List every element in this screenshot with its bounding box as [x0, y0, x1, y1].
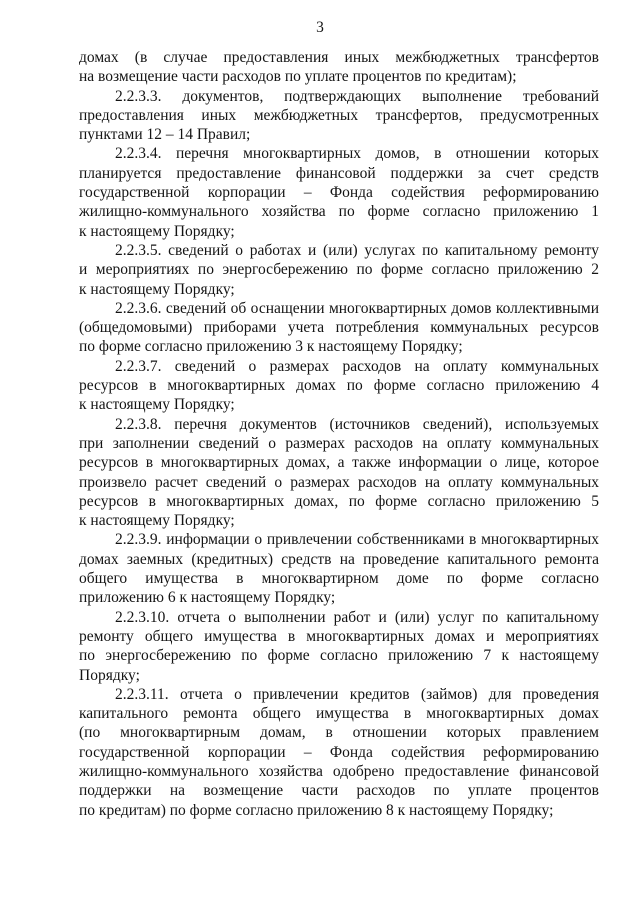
text-line: по форме согласно приложению 3 к настоящему Порядку; — [79, 338, 463, 356]
text-line: домах (в случае предоставления иных межбюджетных трансфертов — [79, 49, 599, 66]
text-line: капитального ремонта общего имущества в многоквартирных домах — [79, 705, 599, 723]
text-line: государственной корпорации – Фонда содействия реформированию — [79, 743, 599, 761]
paragraph-2-2-3-4 — [79, 144, 599, 240]
text-line: 2.2.3.7. сведений о размерах расходов на оплату коммунальных — [115, 357, 599, 375]
text-line: общего имущества в многоквартирном доме по форме согласно — [79, 570, 599, 588]
text-line: к настоящему Порядку; — [79, 512, 235, 530]
text-line: произвело расчет сведений о размерах расходов на оплату коммунальных — [79, 473, 599, 491]
text-line: 2.2.3.5. сведений о работах и (или) услугах по капитальному ремонту — [115, 241, 599, 259]
text-line: на возмещение части расходов по уплате процентов по кредитам); — [79, 68, 517, 86]
text-line: по кредитам) по форме согласно приложению 8 к настоящему Порядку; — [79, 801, 554, 819]
text-line: при заполнении сведений о размерах расходов на оплату коммунальных — [79, 434, 599, 452]
text-line: к настоящему Порядку; — [79, 222, 235, 240]
paragraph-2-2-3-9 — [79, 530, 599, 607]
paragraph-continuation — [79, 48, 599, 87]
paragraph-2-2-3-7 — [79, 357, 599, 415]
paragraph-2-2-3-8 — [79, 415, 599, 531]
text-line: приложению 6 к настоящему Порядку; — [79, 589, 336, 607]
text-line: ремонту общего имущества в многоквартирных домах и мероприятиях — [79, 627, 599, 645]
paragraph-2-2-3-10 — [79, 608, 599, 685]
text-line: жилищно-коммунального хозяйства одобрено предоставление финансовой — [79, 762, 599, 780]
text-line: 2.2.3.6. сведений об оснащении многоквартирных домов коллективными — [115, 299, 599, 317]
paragraph-2-2-3-11 — [79, 685, 599, 820]
text-line: ресурсов в многоквартирных домах, по форме согласно приложению 5 — [79, 492, 599, 510]
text-line: к настоящему Порядку; — [79, 280, 235, 298]
text-line: 2.2.3.4. перечня многоквартирных домов, в отношении которых — [115, 145, 599, 163]
text-line: и мероприятиях по энергосбережению по форме согласно приложению 2 — [79, 261, 599, 279]
paragraph-2-2-3-3 — [79, 87, 599, 145]
text-line: поддержки на возмещение части расходов по уплате процентов — [79, 782, 599, 800]
text-line: 2.2.3.9. информации о привлечении собственниками в многоквартирных — [115, 531, 599, 549]
paragraph-2-2-3-6 — [79, 299, 599, 357]
document-body — [79, 48, 599, 820]
text-line: 2.2.3.11. отчета о привлечении кредитов (займов) для проведения — [115, 685, 599, 703]
text-line: ресурсов в многоквартирных домах по форме согласно приложению 4 — [79, 377, 599, 395]
text-line: по энергосбережению по форме согласно приложению 7 к настоящему — [79, 647, 599, 665]
text-line: к настоящему Порядку; — [79, 396, 235, 414]
text-line: 2.2.3.10. отчета о выполнении работ и (или) услуг по капитальному — [115, 608, 599, 626]
text-line: (по многоквартирным домам, в отношении которых правлением — [79, 724, 599, 742]
text-line: Порядку; — [79, 666, 140, 684]
text-line: жилищно-коммунального хозяйства по форме согласно приложению 1 — [79, 203, 599, 221]
text-line: предоставления иных межбюджетных трансфертов, предусмотренных — [79, 106, 599, 124]
text-line: 2.2.3.3. документов, подтверждающих выполнение требований — [115, 87, 599, 105]
paragraph-2-2-3-5 — [79, 241, 599, 299]
text-line: государственной корпорации – Фонда содействия реформированию — [79, 184, 599, 202]
text-line: ресурсов в многоквартирных домах, а также информации о лице, которое — [79, 454, 599, 472]
text-line: (общедомовыми) приборами учета потребления коммунальных ресурсов — [79, 319, 599, 337]
page-number: 3 — [316, 19, 324, 36]
text-line: планируется предоставление финансовой поддержки за счет средств — [79, 164, 599, 182]
text-line: домах заемных (кредитных) средств на проведение капитального ремонта — [79, 550, 599, 568]
text-line: пунктами 12 – 14 Правил; — [79, 126, 251, 144]
text-line: 2.2.3.8. перечня документов (источников сведений), используемых — [115, 415, 599, 433]
